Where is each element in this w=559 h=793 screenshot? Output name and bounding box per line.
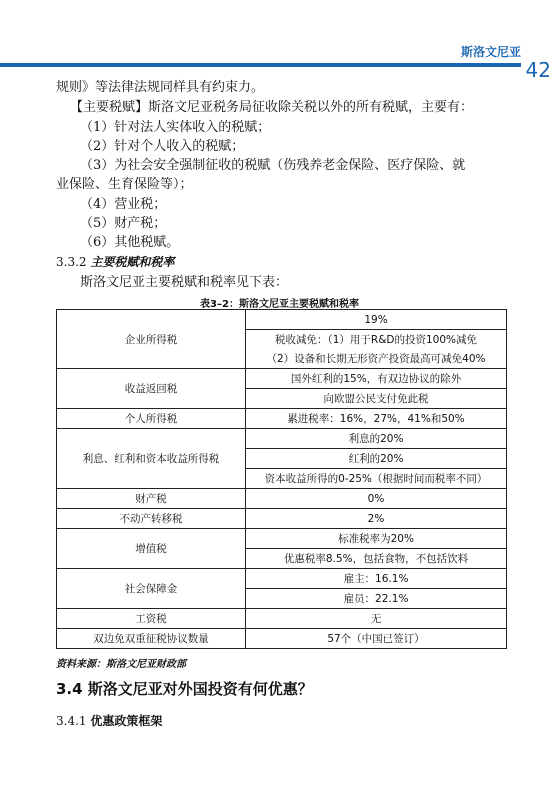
cell: 19% (246, 310, 507, 330)
table-row (57, 509, 507, 529)
cell: 优惠税率8.5%，包括食物，不包括饮料 (246, 549, 507, 569)
header-title: 斯洛文尼亚 (460, 45, 521, 59)
row-label: 社会保障金 (57, 569, 246, 609)
tax-table (56, 309, 507, 649)
row-label: 个人所得税 (57, 409, 246, 429)
table-row (57, 569, 507, 589)
page-number: 42 (525, 58, 551, 82)
table-row (57, 609, 507, 629)
cell: 资本收益所得的0-25%（根据时间而税率不同） (246, 469, 507, 489)
list-item: 业保险、生育保险等）； (56, 177, 193, 192)
table-source: 资料来源：斯洛文尼亚财政部 (56, 659, 186, 670)
table-row (57, 369, 507, 389)
cell: 无 (246, 609, 507, 629)
cell: 0% (246, 489, 507, 509)
table-row (57, 409, 507, 429)
row-label: 财产税 (57, 489, 246, 509)
row-label: 双边免双重征税协议数量 (57, 629, 246, 649)
section-number: 3.3.2 (56, 255, 87, 269)
row-label: 利息、红利和资本收益所得税 (57, 429, 246, 489)
table-row (57, 429, 507, 449)
list-item: （1）针对法人实体收入的税赋； (80, 120, 271, 135)
section-heading-332 (56, 253, 174, 270)
row-label: 不动产转移税 (57, 509, 246, 529)
table-caption: 表3–2：斯洛文尼亚主要税赋和税率 (200, 299, 359, 310)
cell: 雇员：22.1% (246, 589, 507, 609)
section-title: 优惠政策框架 (90, 714, 163, 728)
header-bar (0, 63, 521, 67)
row-label: 企业所得税 (57, 310, 246, 369)
section-number: 3.4.1 (56, 714, 87, 728)
cell: 57个（中国已签订） (246, 629, 507, 649)
paragraph-line: 【主要税赋】斯洛文尼亚税务局征收除关税以外的所有税赋，主要有： (70, 100, 474, 115)
list-item: （4）营业税； (80, 197, 167, 212)
cell: 税收减免：（1）用于R&D的投资100%减免 (246, 330, 507, 350)
cell: 国外红利的15%，有双边协议的除外 (246, 369, 507, 389)
table-row (57, 629, 507, 649)
table-row (57, 529, 507, 549)
row-label: 工资税 (57, 609, 246, 629)
cell: 红利的20% (246, 449, 507, 469)
cell: 向欧盟公民支付免此税 (246, 389, 507, 409)
cell: 雇主：16.1% (246, 569, 507, 589)
table-row (57, 489, 507, 509)
list-item: （2）针对个人收入的税赋； (80, 139, 245, 154)
cell: 累进税率：16%，27%，41%和50% (246, 409, 507, 429)
section-heading-34: 3.4 斯洛文尼亚对外国投资有何优惠？ (56, 680, 313, 698)
list-item: （3）为社会安全强制征收的税赋（伤残养老金保险、医疗保险、就 (80, 158, 466, 173)
section-title: 主要税赋和税率 (90, 255, 175, 269)
cell: 2% (246, 509, 507, 529)
row-label: 增值税 (57, 529, 246, 569)
cell: （2）设备和长期无形资产投资最高可减免40% (246, 349, 507, 369)
table-row (57, 310, 507, 330)
paragraph-line: 规则》等法律法规同样具有约束力。 (56, 80, 265, 95)
row-label: 收益返回税 (57, 369, 246, 409)
table-intro: 斯洛文尼亚主要税赋和税率见下表： (80, 275, 289, 290)
list-item: （5）财产税； (80, 216, 167, 231)
list-item: （6）其他税赋。 (80, 235, 180, 250)
cell: 标准税率为20% (246, 529, 507, 549)
section-heading-341 (56, 712, 162, 729)
cell: 利息的20% (246, 429, 507, 449)
